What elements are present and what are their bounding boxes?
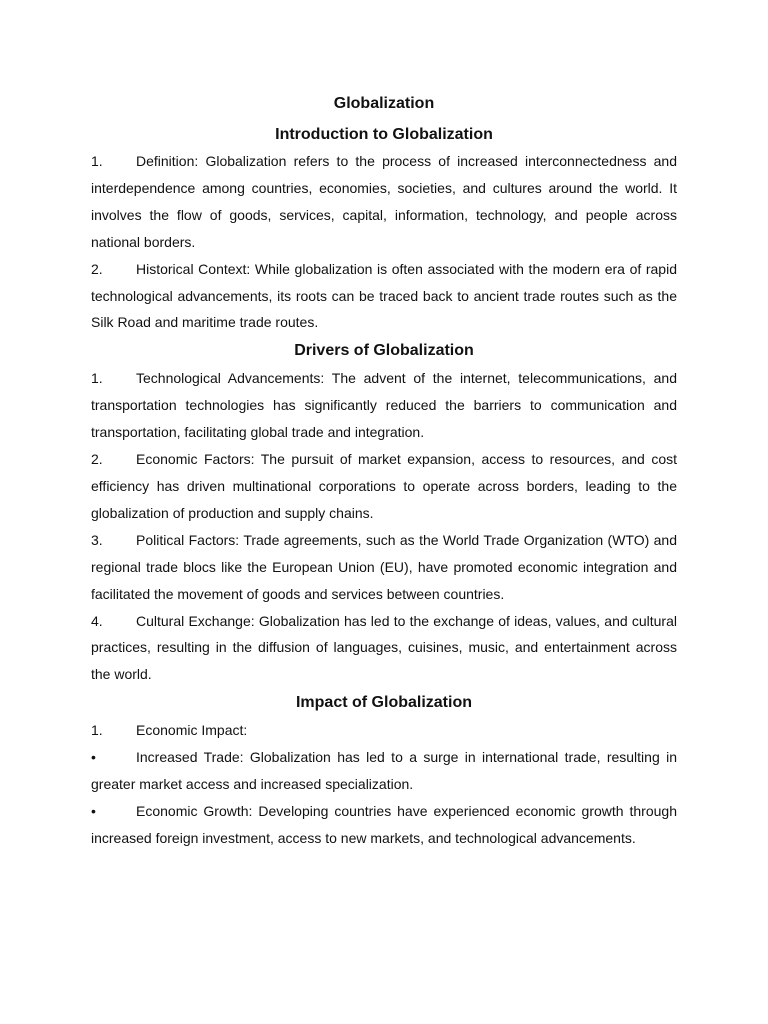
document-page: [91, 90, 677, 852]
list-marker: 1.: [91, 370, 103, 387]
list-marker: •: [91, 802, 96, 819]
document-title: Globalization: [333, 95, 435, 112]
list-item: [91, 527, 677, 608]
list-item: [91, 744, 677, 798]
list-item-text: Technological Advancements: The advent of the internet, telecommunications, and transportation technologies has significantly reduced the barriers to communication and transportation, facilitating global trade and integration.: [91, 370, 677, 441]
list-item: [91, 365, 677, 446]
list-marker: 4.: [91, 612, 103, 629]
section-heading-drivers: Drivers of Globalization: [294, 342, 474, 360]
list-marker: 1.: [91, 153, 103, 169]
list-item-text: Cultural Exchange: Globalization has led to the exchange of ideas, values, and cultural practices, resulting in the diffusion of languages, cuisines, music, and entertainment across the world.: [91, 612, 677, 683]
list-marker: 1.: [91, 722, 103, 739]
list-item-text: Political Factors: Trade agreements, such as the World Trade Organization (WTO) and regional trade blocs like the European Union (EU), have promoted economic integration and facilitated the movement of goods and services between countries.: [91, 531, 677, 602]
section-heading-impact: Impact of Globalization: [295, 694, 472, 712]
list-marker: 3.: [91, 531, 103, 548]
list-marker: 2.: [91, 451, 103, 468]
list-item: [91, 608, 677, 689]
section-heading-introduction: Introduction to Globalization: [275, 126, 493, 143]
list-marker: •: [91, 749, 96, 766]
list-item: [91, 256, 677, 337]
list-item: [91, 446, 677, 527]
list-item: [91, 717, 677, 744]
list-item-text: Historical Context: While globalization is often associated with the modern era of rapid technological advancements, its roots can be traced back to ancient trade routes such as the Silk Road and maritime trade routes.: [91, 260, 677, 331]
list-marker: 2.: [91, 260, 103, 277]
list-item: [91, 798, 677, 852]
list-item-text: Economic Factors: The pursuit of market expansion, access to resources, and cost efficiency has driven multinational corporations to operate across borders, leading to the globalization of production and supply chains.: [91, 451, 677, 521]
list-item-text: Economic Impact:: [136, 722, 248, 739]
list-item-text: Definition: Globalization refers to the process of increased interconnectedness and interdependence among countries, economies, societies, and cultures around the world. It involves the flow of goods, services, capital, information, technology, and people across national borders.: [91, 153, 677, 250]
list-item-text: Increased Trade: Globalization has led to a surge in international trade, resulting in greater market access and increased specialization.: [91, 749, 677, 793]
list-item-text: Economic Growth: Developing countries have experienced economic growth through increased foreign investment, access to new markets, and technological advancements.: [91, 802, 677, 846]
list-item: [91, 148, 677, 256]
